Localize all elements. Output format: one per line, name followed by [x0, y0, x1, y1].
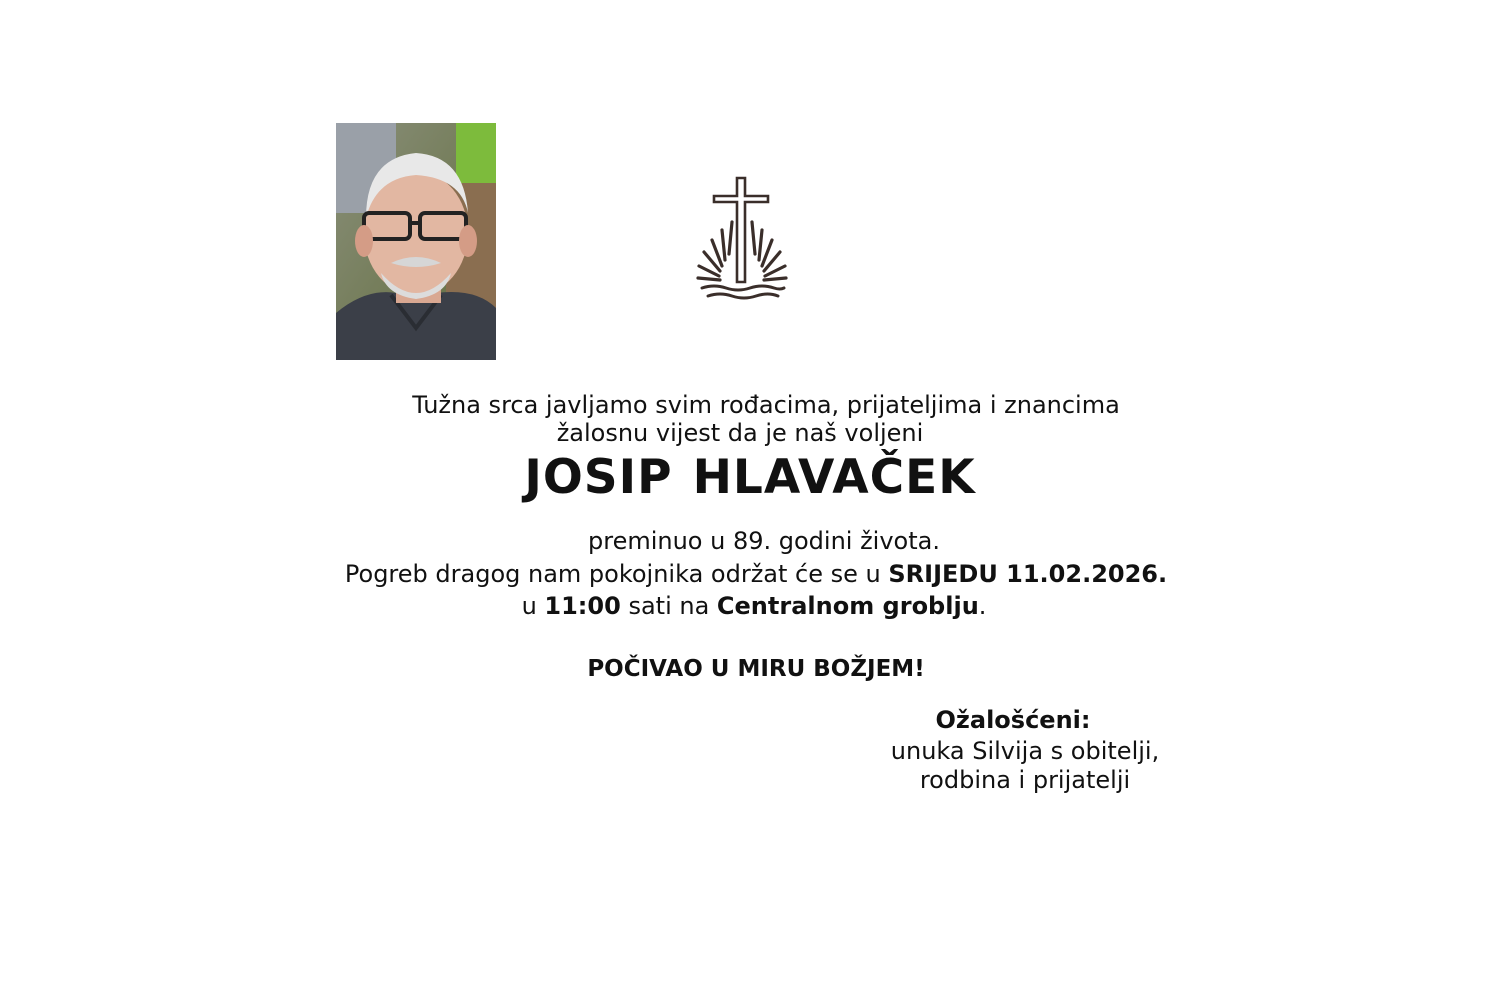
- mourners-title: Ožalošćeni:: [935, 706, 1091, 734]
- mourners-line-2: rodbina i prijatelji: [919, 766, 1131, 794]
- time-middle: sati na: [620, 592, 717, 620]
- intro-line-2: žalosnu vijest da je naš voljeni: [556, 419, 924, 447]
- cross-sunrise-icon: [692, 174, 792, 306]
- first-name: JOSIP: [524, 450, 673, 505]
- rest-in-peace: POČIVAO U MIRU BOŽJEM!: [587, 656, 925, 682]
- time-suffix: .: [978, 592, 987, 620]
- deceased-photo: [336, 123, 496, 360]
- last-name: HLAVAČEK: [692, 450, 976, 505]
- intro-line-1: Tužna srca javljamo svim rođacima, prijateljima i znancima: [412, 391, 1120, 419]
- funeral-day-date: SRIJEDU 11.02.2026.: [888, 560, 1168, 588]
- mourners-line-1: unuka Silvija s obitelji,: [890, 737, 1160, 765]
- funeral-place: Centralnom groblju: [716, 592, 979, 620]
- funeral-time: 11:00: [544, 592, 621, 620]
- funeral-prefix: Pogreb dragog nam pokojnika održat će se u: [344, 560, 889, 588]
- time-prefix: u: [521, 592, 545, 620]
- time-place-line: [4, 591, 1500, 621]
- portrait-image: [336, 123, 496, 360]
- deceased-name: [0, 450, 1500, 505]
- age-line: preminuo u 89. godini života.: [588, 527, 940, 555]
- funeral-line: [6, 559, 1500, 589]
